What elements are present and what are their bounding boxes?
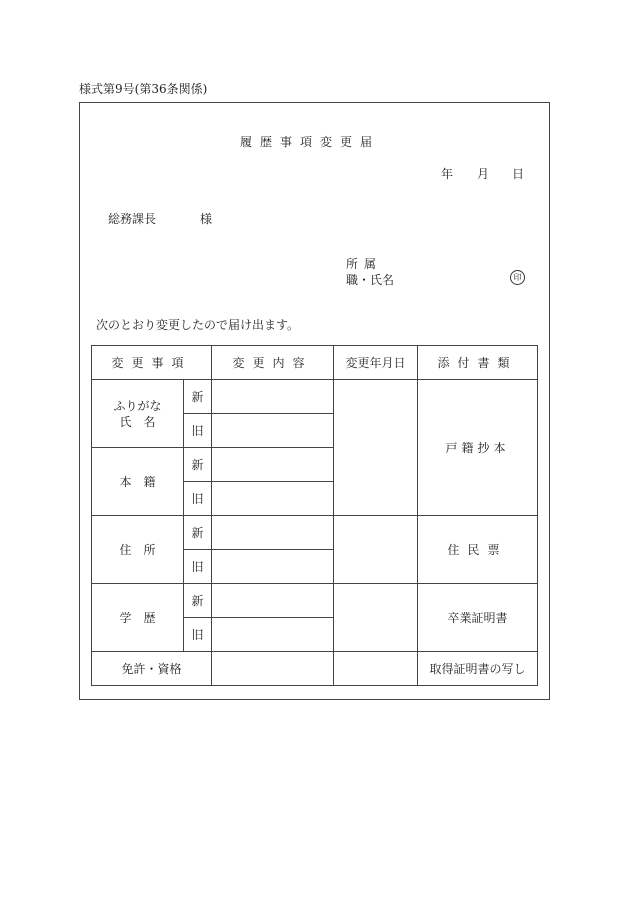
intro-statement: 次のとおり変更したので届け出ます。 <box>96 318 300 332</box>
education-date-cell[interactable] <box>334 584 418 652</box>
date-day-label: 日 <box>512 167 525 181</box>
header-change-content: 変更内容 <box>212 346 334 380</box>
old-label: 旧 <box>184 618 212 652</box>
item-name-furigana: ふりがな <box>113 398 162 413</box>
honorific: 様 <box>200 212 213 226</box>
domicile-old-content-cell[interactable] <box>212 482 334 516</box>
seal-mark: 印 <box>510 270 525 285</box>
attachment-license: 取得証明書の写し <box>418 652 538 686</box>
affiliation-label: 所属 <box>346 257 383 271</box>
new-label: 新 <box>184 516 212 550</box>
table-header-row <box>92 346 538 380</box>
table-row <box>92 380 538 414</box>
change-table <box>91 345 538 686</box>
new-label: 新 <box>184 584 212 618</box>
position-name-label: 職・氏名 <box>346 273 395 287</box>
table-row <box>92 516 538 550</box>
address-date-cell[interactable] <box>334 516 418 584</box>
name-domicile-date-cell[interactable] <box>334 380 418 516</box>
item-name-label: 氏 名 <box>119 414 156 429</box>
address-old-content-cell[interactable] <box>212 550 334 584</box>
old-label: 旧 <box>184 414 212 448</box>
domicile-new-content-cell[interactable] <box>212 448 334 482</box>
header-change-date: 変更年月日 <box>334 346 418 380</box>
header-attachments: 添付書類 <box>418 346 538 380</box>
header-change-item: 変更事項 <box>92 346 212 380</box>
item-domicile: 本 籍 <box>92 448 184 516</box>
education-old-content-cell[interactable] <box>212 618 334 652</box>
license-content-cell[interactable] <box>212 652 334 686</box>
old-label: 旧 <box>184 550 212 584</box>
name-new-content-cell[interactable] <box>212 380 334 414</box>
item-name <box>92 380 184 448</box>
date-year-label: 年 <box>441 167 454 181</box>
attachment-koseki: 戸籍抄本 <box>418 380 538 516</box>
addressee: 総務課長 <box>108 212 157 226</box>
item-address: 住 所 <box>92 516 184 584</box>
form-title: 履歴事項変更届 <box>240 135 381 149</box>
name-old-content-cell[interactable] <box>212 414 334 448</box>
table-row <box>92 584 538 618</box>
date-month-label: 月 <box>477 167 490 181</box>
new-label: 新 <box>184 380 212 414</box>
form-number-label: 様式第9号(第36条関係) <box>79 82 208 96</box>
new-label: 新 <box>184 448 212 482</box>
address-new-content-cell[interactable] <box>212 516 334 550</box>
item-license: 免許・資格 <box>92 652 212 686</box>
license-date-cell[interactable] <box>334 652 418 686</box>
attachment-graduation: 卒業証明書 <box>418 584 538 652</box>
table-row <box>92 652 538 686</box>
education-new-content-cell[interactable] <box>212 584 334 618</box>
attachment-residence: 住民票 <box>418 516 538 584</box>
item-education: 学 歴 <box>92 584 184 652</box>
old-label: 旧 <box>184 482 212 516</box>
